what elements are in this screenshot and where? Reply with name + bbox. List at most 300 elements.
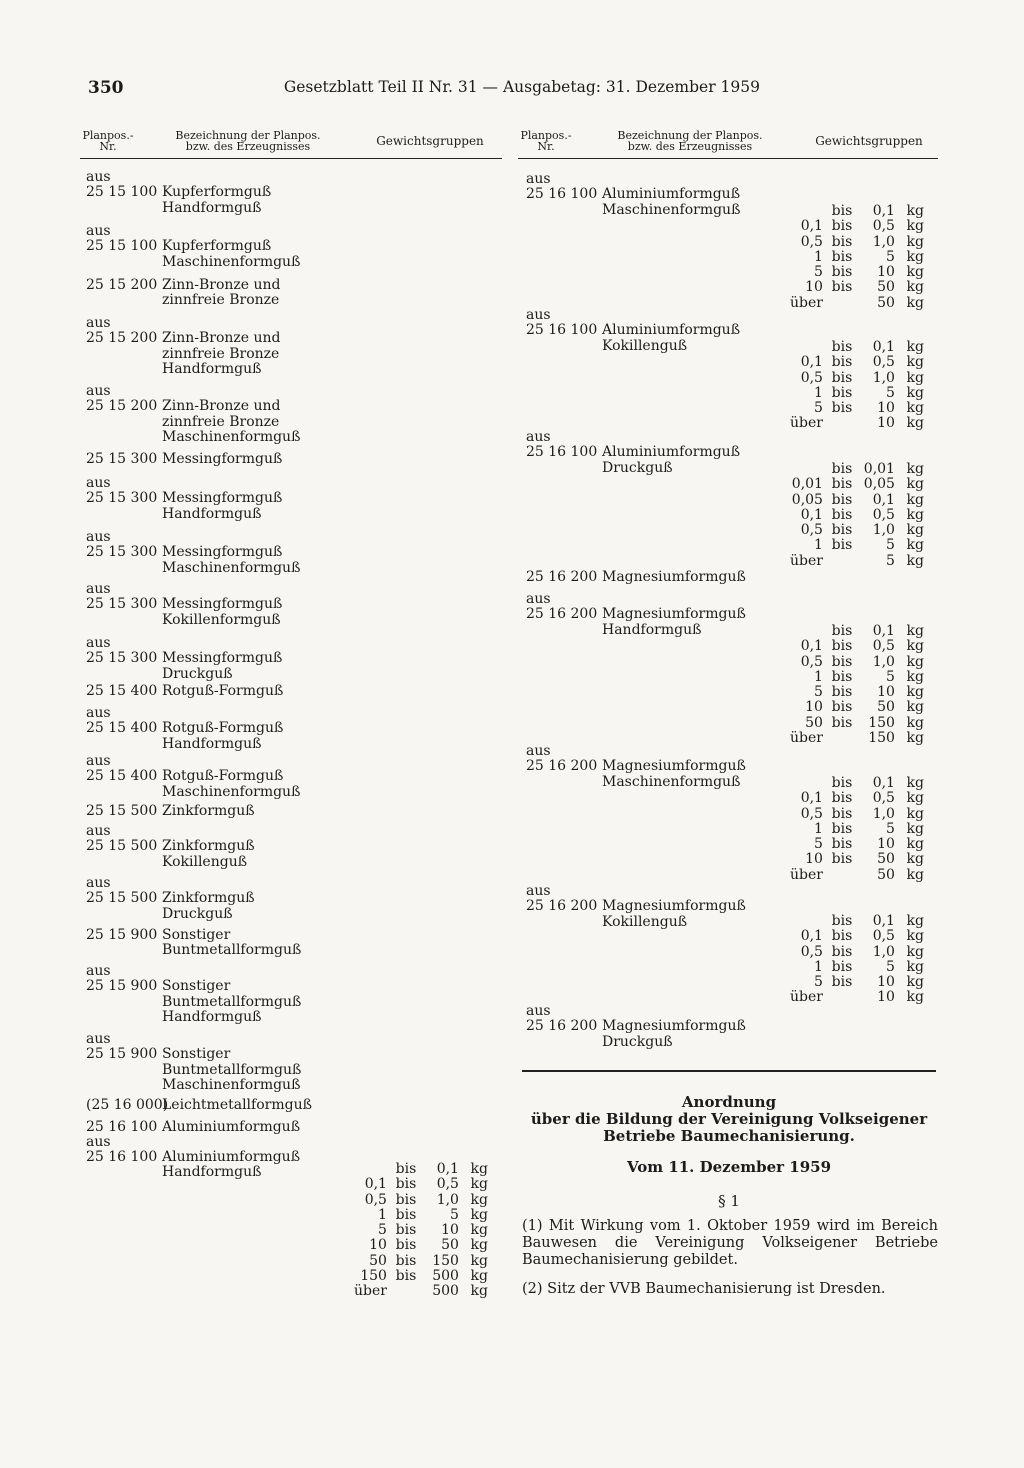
table-row [790,219,924,234]
weight-cell: bis [831,958,853,975]
bezeichnung: Sonstiger [162,978,231,995]
planpos-nr: 25 15 200 [86,277,158,293]
table-row [790,624,924,639]
weight-cell: 5 [886,820,895,837]
col-header-gewichtsgruppen: Gewichtsgruppen [815,134,923,148]
weight-cell: bis [831,928,853,945]
weight-cell: 10 [877,264,895,281]
weight-cell: kg [906,248,924,265]
table-row [790,822,924,837]
planpos-nr: aus [86,315,111,331]
weight-cell: über [790,415,823,432]
weight-cell [790,776,823,791]
planpos-nr: aus [86,529,111,545]
col-header-planpos [518,130,574,152]
weight-cell: 50 [877,279,895,296]
bezeichnung: Kupferformguß [162,238,272,255]
weight-cell [790,204,823,219]
weight-cell: bis [831,714,853,731]
bezeichnung: Kokillenguß [162,853,248,870]
weight-cell: 5 [886,668,895,685]
bezeichnung: zinnfreie Bronze [162,292,280,309]
weight-cell: 1,0 [872,369,895,386]
planpos-nr: aus [526,1003,551,1019]
col-header-bezeichnung [148,130,348,152]
table-row [790,639,924,654]
planpos-nr: 25 15 500 [86,890,158,907]
planpos-nr: 25 15 100 [86,184,158,201]
table-row [354,1162,488,1177]
weight-cell: bis [831,233,853,250]
weight-cell: kg [470,1237,488,1254]
weight-group-table [354,1162,488,1299]
bezeichnung: Messingformguß [162,650,283,667]
weight-cell: 0,1 [800,354,823,371]
weight-cell: bis [831,974,853,991]
weight-cell: kg [906,653,924,670]
bezeichnung: Handformguß [162,1008,262,1025]
weight-cell: 5 [450,1206,459,1223]
table-row [790,296,924,311]
planpos-nr: aus [86,705,111,721]
planpos-nr: aus [86,1031,111,1047]
weight-cell: 10 [877,684,895,701]
planpos-nr: 25 16 100 [526,444,598,461]
weight-group-table [790,624,924,746]
anordnung-title-line: über die Bildung der Vereinigung Volkseigener [530,1110,928,1128]
weight-cell: 5 [886,552,895,569]
weight-cell: 0,5 [364,1191,387,1208]
bezeichnung: Magnesiumformguß [602,758,746,775]
paragraph-2: (2) Sitz der VVB Baumechanisierung ist Dresden. [522,1281,886,1297]
bezeichnung: Druckguß [162,905,233,922]
bezeichnung: Maschinenformguß [602,773,741,790]
weight-cell: kg [906,913,924,930]
col-header-bezeichnung-line1: Bezeichnung der Planpos. [175,129,321,142]
table-row [354,1223,488,1238]
col-header-planpos [80,130,136,152]
bezeichnung: Kokillenguß [602,337,688,354]
planpos-nr: 25 15 900 [86,1046,158,1063]
weight-cell: 10 [877,989,895,1006]
bezeichnung: Maschinenformguß [162,253,301,270]
table-row [790,508,924,523]
col-header-bezeichnung-line2: bzw. des Erzeugnisses [627,140,753,153]
weight-cell: 0,5 [872,928,895,945]
bezeichnung: Sonstiger [162,1046,231,1063]
weight-cell: kg [906,989,924,1006]
table-row [790,975,924,990]
weight-cell: bis [831,491,853,508]
weight-cell: 1 [378,1206,387,1223]
weight-cell: bis [831,943,853,960]
weight-cell: kg [906,552,924,569]
weight-cell: bis [831,638,853,655]
table-row [790,493,924,508]
weight-cell: 10 [877,974,895,991]
weight-cell: 5 [886,248,895,265]
weight-cell: 10 [369,1237,387,1254]
planpos-nr: 25 16 200 [526,1018,598,1035]
weight-cell: 50 [877,699,895,716]
weight-cell: 0,5 [872,354,895,371]
weight-cell: 0,1 [800,928,823,945]
bezeichnung: Aluminiumformguß [602,444,741,461]
weight-cell: kg [906,699,924,716]
weight-cell: kg [906,522,924,539]
table-row [790,960,924,975]
weight-cell: kg [906,294,924,311]
weight-cell: kg [906,354,924,371]
weight-cell: kg [470,1267,488,1284]
table-row [790,280,924,295]
table-row [790,462,924,477]
bezeichnung: Magnesiumformguß [602,606,746,623]
weight-cell: kg [906,714,924,731]
right-column [518,124,938,1050]
weight-cell: bis [831,913,853,930]
bezeichnung: Zinkformguß [162,890,255,907]
table-row [790,700,924,715]
header-title: Gesetzblatt Teil II Nr. 31 — Ausgabetag: 31. Dezember 1959 [283,78,760,96]
weight-cell: 0,5 [872,790,895,807]
planpos-nr: 25 16 100 [86,1149,158,1165]
weight-cell: 5 [814,836,823,853]
weight-group-table [790,340,924,432]
weight-cell: bis [831,354,853,371]
planpos-nr: 25 16 100 [86,1119,158,1135]
weight-cell: bis [831,400,853,417]
table-row [790,791,924,806]
planpos-nr: 25 16 100 [526,186,598,203]
weight-cell: 1,0 [872,943,895,960]
planpos-nr: aus [526,171,551,187]
weight-cell: 0,5 [800,233,823,250]
weight-cell: 1,0 [436,1191,459,1208]
weight-cell: 5 [378,1222,387,1239]
weight-cell: bis [831,653,853,670]
bezeichnung: Handformguß [162,505,262,522]
weight-cell: 50 [441,1237,459,1254]
weight-cell: über [790,989,823,1006]
weight-cell: kg [906,264,924,281]
weight-cell: 10 [877,836,895,853]
table-row [790,371,924,386]
weight-cell: 0,1 [872,913,895,930]
bezeichnung: Aluminiumformguß [602,322,741,339]
weight-cell: kg [906,684,924,701]
table-row [790,914,924,929]
weight-group-table [790,776,924,883]
weight-cell: bis [831,279,853,296]
weight-cell: 0,1 [872,203,895,220]
table-row [790,685,924,700]
table-row [790,416,924,431]
weight-cell: kg [906,218,924,235]
weight-cell: kg [906,928,924,945]
planpos-nr: aus [86,753,111,769]
weight-cell: 1 [814,248,823,265]
table-row [790,538,924,553]
planpos-nr: 25 15 300 [86,650,158,667]
table-row [790,945,924,960]
weight-cell: kg [470,1222,488,1239]
weight-cell: bis [831,248,853,265]
weight-cell: kg [906,623,924,640]
col-header-gewichtsgruppen: Gewichtsgruppen [376,134,484,148]
table-row [790,807,924,822]
weight-cell: kg [906,668,924,685]
weight-cell: 0,01 [791,476,823,493]
table-row [790,868,924,883]
table-row [790,265,924,280]
planpos-nr: 25 15 300 [86,596,158,613]
bezeichnung: Handformguß [162,735,262,752]
weight-cell: kg [906,369,924,386]
weight-cell: 1,0 [872,522,895,539]
weight-cell: 0,5 [872,506,895,523]
weight-cell: bis [831,699,853,716]
weight-cell: 1,0 [872,653,895,670]
weight-cell [354,1162,387,1177]
col-header-bezeichnung [590,130,790,152]
weight-cell: kg [906,491,924,508]
weight-cell [790,624,823,639]
weight-group-table [790,462,924,569]
weight-cell: bis [831,476,853,493]
planpos-nr: aus [526,429,551,445]
planpos-nr: 25 15 500 [86,803,158,819]
planpos-nr: aus [526,883,551,899]
planpos-nr: aus [86,581,111,597]
weight-cell: kg [906,400,924,417]
weight-cell [823,731,861,746]
weight-cell: bis [395,1222,417,1239]
weight-cell: kg [906,820,924,837]
weight-cell: kg [906,851,924,868]
bezeichnung: Zinn-Bronze und [162,330,281,347]
planpos-nr: 25 15 500 [86,838,158,855]
weight-group-table [790,204,924,311]
planpos-nr: aus [86,635,111,651]
weight-cell: kg [906,537,924,554]
weight-cell: 1 [814,668,823,685]
section-heading: § 1 [718,1192,740,1210]
weight-cell: 10 [805,699,823,716]
weight-cell: 0,1 [800,638,823,655]
bezeichnung: Handformguß [162,199,262,216]
weight-cell: über [790,552,823,569]
table-row [790,990,924,1005]
weight-cell: 10 [805,851,823,868]
bezeichnung: Zinn-Bronze und [162,398,281,415]
weight-cell: kg [906,943,924,960]
weight-cell: bis [831,836,853,853]
weight-cell: 50 [805,714,823,731]
weight-cell: kg [906,836,924,853]
bezeichnung: Magnesiumformguß [602,569,746,585]
weight-cell: bis [395,1161,417,1178]
weight-cell: 50 [369,1252,387,1269]
bezeichnung: Maschinenformguß [162,428,301,445]
weight-cell: 50 [877,294,895,311]
col-header-planpos-line1: Planpos.- [520,129,572,142]
bezeichnung: Rotguß-Formguß [162,683,284,699]
bezeichnung: Maschinenformguß [162,1076,301,1093]
weight-cell: 150 [360,1267,387,1284]
bezeichnung: Messingformguß [162,490,283,507]
planpos-nr: 25 15 300 [86,490,158,507]
weight-cell: bis [831,851,853,868]
weight-cell: 0,05 [863,476,895,493]
planpos-nr: 25 16 100 [526,322,598,339]
weight-cell: 5 [886,958,895,975]
planpos-nr: 25 15 300 [86,544,158,561]
weight-cell: 5 [814,974,823,991]
weight-cell: bis [831,218,853,235]
table-row [354,1269,488,1284]
weight-cell: 50 [877,866,895,883]
weight-cell: kg [906,506,924,523]
weight-cell: 10 [877,415,895,432]
planpos-nr: aus [86,1134,111,1151]
table-row [790,929,924,944]
weight-cell [790,340,823,355]
weight-cell: bis [831,264,853,281]
bezeichnung: Messingformguß [162,596,283,613]
planpos-nr: aus [86,475,111,491]
weight-cell: 0,5 [800,369,823,386]
weight-cell: 0,5 [800,943,823,960]
weight-cell [823,990,861,1005]
weight-cell: über [790,866,823,883]
weight-cell: kg [470,1252,488,1269]
weight-cell: bis [831,537,853,554]
weight-cell: kg [470,1206,488,1223]
anordnung-date: Vom 11. Dezember 1959 [626,1158,832,1176]
left-column [80,124,502,1300]
weight-cell: kg [470,1176,488,1193]
weight-cell: 5 [814,264,823,281]
weight-cell: 0,1 [800,218,823,235]
weight-cell: 5 [814,400,823,417]
weight-cell: kg [906,415,924,432]
table-row [790,837,924,852]
bezeichnung: Aluminiumformguß [602,186,741,203]
weight-cell: 150 [868,714,895,731]
weight-cell: 0,5 [436,1176,459,1193]
bezeichnung: Messingformguß [162,451,283,467]
weight-cell: bis [831,623,853,640]
planpos-nr: 25 16 200 [526,569,598,585]
weight-cell: 0,01 [863,461,895,478]
weight-cell [823,868,861,883]
bezeichnung: Handformguß [602,621,702,638]
table-row [790,204,924,219]
bezeichnung: Zinn-Bronze und [162,277,281,293]
planpos-nr: 25 15 300 [86,451,158,467]
bezeichnung: Handformguß [162,360,262,377]
planpos-nr: 25 15 200 [86,330,158,347]
weight-cell: 0,1 [872,339,895,356]
weight-cell: 0,05 [791,491,823,508]
weight-cell: 0,1 [872,775,895,792]
weight-cell: 10 [877,400,895,417]
bezeichnung: Kokillenformguß [162,611,281,628]
weight-cell: 5 [814,684,823,701]
weight-cell: kg [906,974,924,991]
planpos-nr: aus [86,875,111,891]
weight-cell: 0,5 [872,218,895,235]
weight-cell: bis [831,805,853,822]
weight-cell: 1 [814,958,823,975]
weight-cell: bis [395,1267,417,1284]
table-row [354,1208,488,1223]
weight-cell: bis [831,668,853,685]
section-divider [522,1070,936,1072]
bezeichnung: Kupferformguß [162,184,272,201]
weight-cell: 0,1 [800,506,823,523]
bezeichnung: zinnfreie Bronze [162,345,280,362]
bezeichnung: Buntmetallformguß [162,993,302,1010]
table-row [790,477,924,492]
planpos-nr: 25 16 200 [526,898,598,915]
table-header-left [80,124,502,159]
table-row [790,355,924,370]
weight-cell: 1 [814,820,823,837]
weight-cell: 5 [886,537,895,554]
bezeichnung: Sonstiger [162,927,231,943]
bezeichnung: Druckguß [602,1033,673,1050]
anordnung-title-line: Anordnung [681,1093,777,1111]
weight-cell: 1,0 [872,233,895,250]
col-header-planpos-line2: Nr. [99,140,117,153]
planpos-nr: aus [86,823,111,839]
planpos-nr: aus [86,963,111,979]
weight-cell: 150 [868,729,895,746]
table-row [790,554,924,569]
planpos-nr: 25 15 200 [86,398,158,415]
bezeichnung: Leichtmetallformguß [162,1097,312,1113]
bezeichnung: Aluminiumformguß [162,1119,301,1135]
weight-cell: kg [906,461,924,478]
bezeichnung: Rotguß-Formguß [162,768,284,785]
weight-cell: kg [906,805,924,822]
weight-cell: 0,1 [800,790,823,807]
bezeichnung: Kokillenguß [602,913,688,930]
planpos-nr: 25 15 900 [86,978,158,995]
col-header-planpos-line1: Planpos.- [82,129,134,142]
weight-cell: über [790,294,823,311]
weight-cell: bis [831,820,853,837]
bezeichnung: Buntmetallformguß [162,942,302,959]
weight-cell: 500 [432,1267,459,1284]
bezeichnung: Buntmetallformguß [162,1061,302,1078]
planpos-nr: 25 16 200 [526,758,598,775]
weight-cell: bis [395,1252,417,1269]
table-row [790,386,924,401]
table-row [790,523,924,538]
page-number: 350 [88,78,124,98]
weight-cell: kg [470,1161,488,1178]
planpos-nr: aus [86,223,111,239]
weight-cell: kg [906,233,924,250]
weight-cell: bis [831,384,853,401]
weight-cell: bis [831,684,853,701]
planpos-nr: aus [526,591,551,607]
weight-cell [790,462,823,477]
weight-cell [823,296,861,311]
